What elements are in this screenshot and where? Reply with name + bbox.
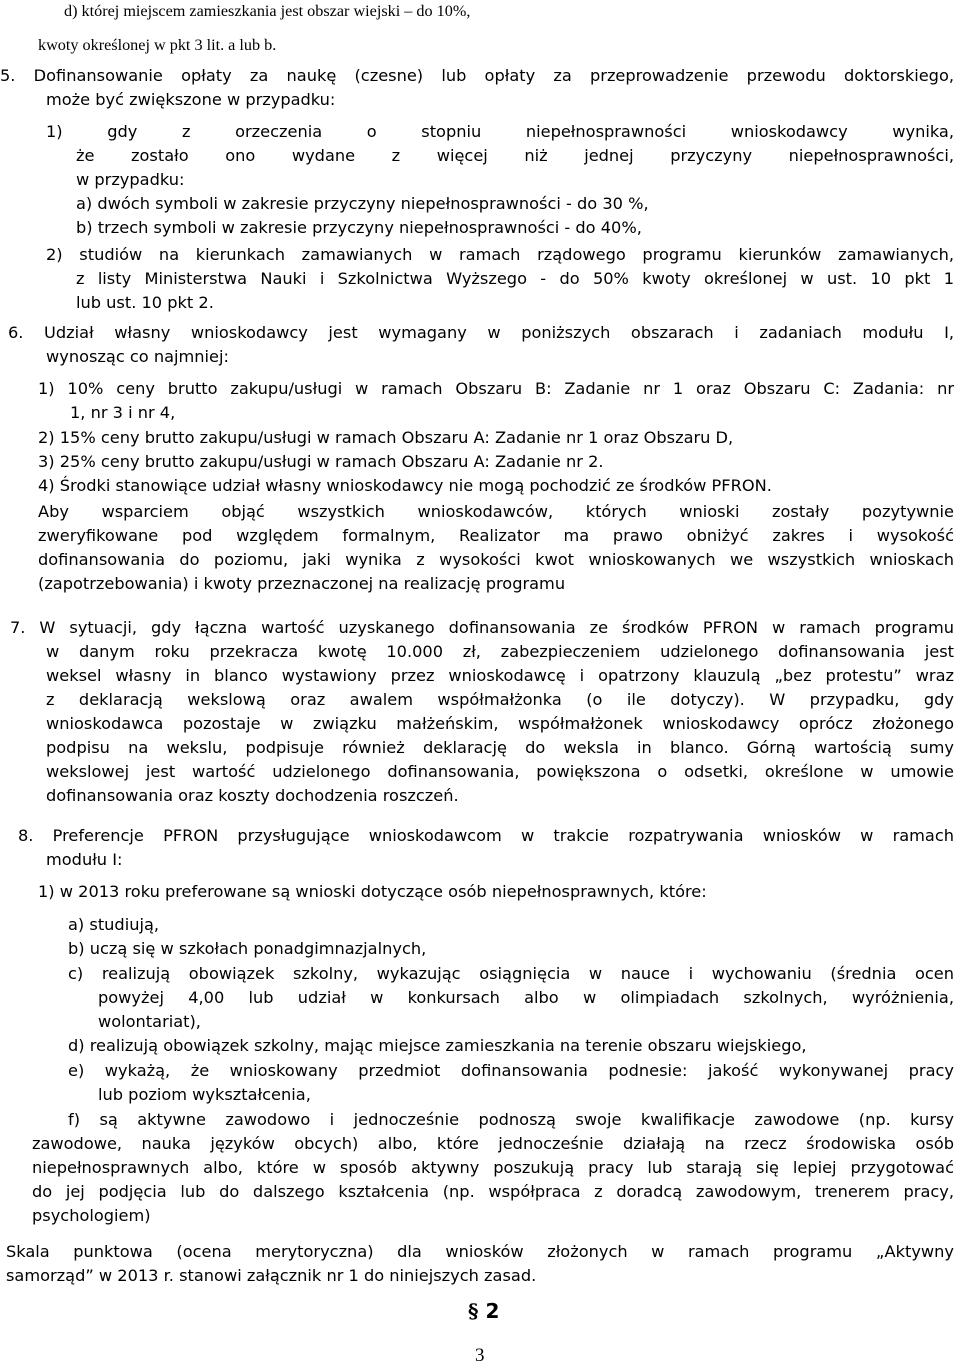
text-line: z deklaracją wekslową oraz awalem współmałżonka (o ile dotyczy). W przypadku, gdy	[46, 690, 954, 709]
text-line: 1) 10% ceny brutto zakupu/usługi w ramach Obszaru B: Zadanie nr 1 oraz Obszaru C: Zadania: nr	[38, 379, 954, 398]
text-line: że zostało ono wydane z więcej niż jednej przyczyny niepełnosprawności,	[76, 146, 954, 165]
text-line: w przypadku:	[76, 170, 185, 189]
text-line: a) studiują,	[68, 915, 160, 934]
text-line: Skala punktowa (ocena merytoryczna) dla wniosków złożonych w ramach programu „Aktywny	[6, 1242, 954, 1261]
text-line: lub poziom wykształcenia,	[98, 1085, 311, 1104]
section-number: 2	[485, 1299, 500, 1323]
text-line: 1, nr 3 i nr 4,	[70, 403, 176, 422]
text-line: 5. Dofinansowanie opłaty za naukę (czesne) lub opłaty za przeprowadzenie przewodu doktorskiego,	[0, 66, 954, 85]
text-line: zweryfikowane pod względem formalnym, Realizator ma prawo obniżyć zakres i wysokość	[38, 526, 954, 545]
text-line: 6. Udział własny wnioskodawcy jest wymagany w poniższych obszarach i zadaniach modułu I,	[8, 323, 954, 342]
text-line: 4) Środki stanowiące udział własny wnioskodawcy nie mogą pochodzić ze środków PFRON.	[38, 476, 772, 495]
text-line: Aby wsparciem objąć wszystkich wnioskodawców, których wnioski zostały pozytywnie	[38, 502, 954, 521]
text-line: modułu I:	[46, 850, 123, 869]
page-number: 3	[475, 1345, 485, 1366]
text-line: 1) w 2013 roku preferowane są wnioski dotyczące osób niepełnosprawnych, które:	[38, 882, 707, 901]
text-line: wnioskodawca pozostaje w związku małżeńskim, współmałżonek wnioskodawcy oprócz złożonego	[46, 714, 954, 733]
text-line: 2) 15% ceny brutto zakupu/usługi w ramach Obszaru A: Zadanie nr 1 oraz Obszaru D,	[38, 428, 734, 447]
text-line: a) dwóch symboli w zakresie przyczyny niepełnosprawności - do 30 %,	[76, 194, 649, 213]
text-line: może być zwiększone w przypadku:	[46, 90, 336, 109]
text-line: e) wykażą, że wnioskowany przedmiot dofinansowania podnesie: jakość wykonywanej pracy	[68, 1061, 954, 1080]
text-line: dofinansowania do poziomu, jaki wynika z wysokości kwot wnioskowanych we wszystkich wnioskach	[38, 550, 954, 569]
text-line: do jej podjęcia lub do dalszego kształcenia (np. współpraca z doradcą zawodowym, trenerem pracy,	[32, 1182, 954, 1201]
text-line: lub ust. 10 pkt 2.	[76, 293, 214, 312]
text-line: powyżej 4,00 lub udział w konkursach albo w olimpiadach szkolnych, wyróżnienia,	[98, 988, 954, 1007]
text-line: 8. Preferencje PFRON przysługujące wnioskodawcom w trakcie rozpatrywania wniosków w ramach	[18, 826, 954, 845]
text-line: w danym roku przekracza kwotę 10.000 zł, zabezpieczeniem udzielonego dofinansowania jest	[46, 642, 954, 661]
text-line: (zapotrzebowania) i kwoty przeznaczonej na realizację programu	[38, 574, 566, 593]
text-line: 1) gdy z orzeczenia o stopniu niepełnosprawności wnioskodawcy wynika,	[46, 122, 954, 141]
text-line: 2) studiów na kierunkach zamawianych w ramach rządowego programu kierunków zamawianych,	[46, 245, 954, 264]
text-line: dofinansowania oraz koszty dochodzenia roszczeń.	[46, 786, 459, 805]
text-line: wolontariat),	[98, 1012, 201, 1031]
text-line: d) której miejscem zamieszkania jest obszar wiejski – do 10%,	[64, 2, 471, 20]
text-line: b) trzech symboli w zakresie przyczyny niepełnosprawności - do 40%,	[76, 218, 642, 237]
text-line: d) realizują obowiązek szkolny, mając miejsce zamieszkania na terenie obszaru wiejskiego,	[68, 1036, 807, 1055]
text-line: b) uczą się w szkołach ponadgimnazjalnych,	[68, 939, 427, 958]
text-line: 3) 25% ceny brutto zakupu/usługi w ramach Obszaru A: Zadanie nr 2.	[38, 452, 604, 471]
text-line: c) realizują obowiązek szkolny, wykazując osiągnięcia w nauce i wychowaniu (średnia ocen	[68, 964, 954, 983]
text-line: f) są aktywne zawodowo i jednocześnie podnoszą swoje kwalifikacje zawodowe (np. kursy	[68, 1110, 954, 1129]
text-line: weksel własny in blanco wystawiony przez wnioskodawcę i opatrzony klauzulą „bez protestu” wraz	[46, 666, 954, 685]
section-heading	[468, 1300, 499, 1324]
text-line: zawodowe, nauka języków obcych) albo, które jednocześnie działają na rzecz środowiska osób	[32, 1134, 954, 1153]
text-line: podpisu na wekslu, podpisuje również deklarację do weksla in blanco. Górną wartością sumy	[46, 738, 954, 757]
text-line: wynosząc co najmniej:	[46, 347, 229, 366]
text-line: wekslowej jest wartość udzielonego dofinansowania, powiększona o odsetki, określone w umowie	[46, 762, 954, 781]
text-line: 7. W sytuacji, gdy łączna wartość uzyskanego dofinansowania ze środków PFRON w ramach programu	[10, 618, 954, 637]
text-line: niepełnosprawnych albo, które w sposób aktywny poszukują pracy lub starają się lepiej przygotować	[32, 1158, 954, 1177]
text-line: psychologiem)	[32, 1206, 151, 1225]
section-symbol: §	[468, 1299, 479, 1323]
text-line: samorząd” w 2013 r. stanowi załącznik nr 1 do niniejszych zasad.	[6, 1266, 537, 1285]
text-line: z listy Ministerstwa Nauki i Szkolnictwa Wyższego - do 50% kwoty określonej w ust. 10 pkt 1	[76, 269, 954, 288]
text-line: kwoty określonej w pkt 3 lit. a lub b.	[38, 36, 277, 54]
